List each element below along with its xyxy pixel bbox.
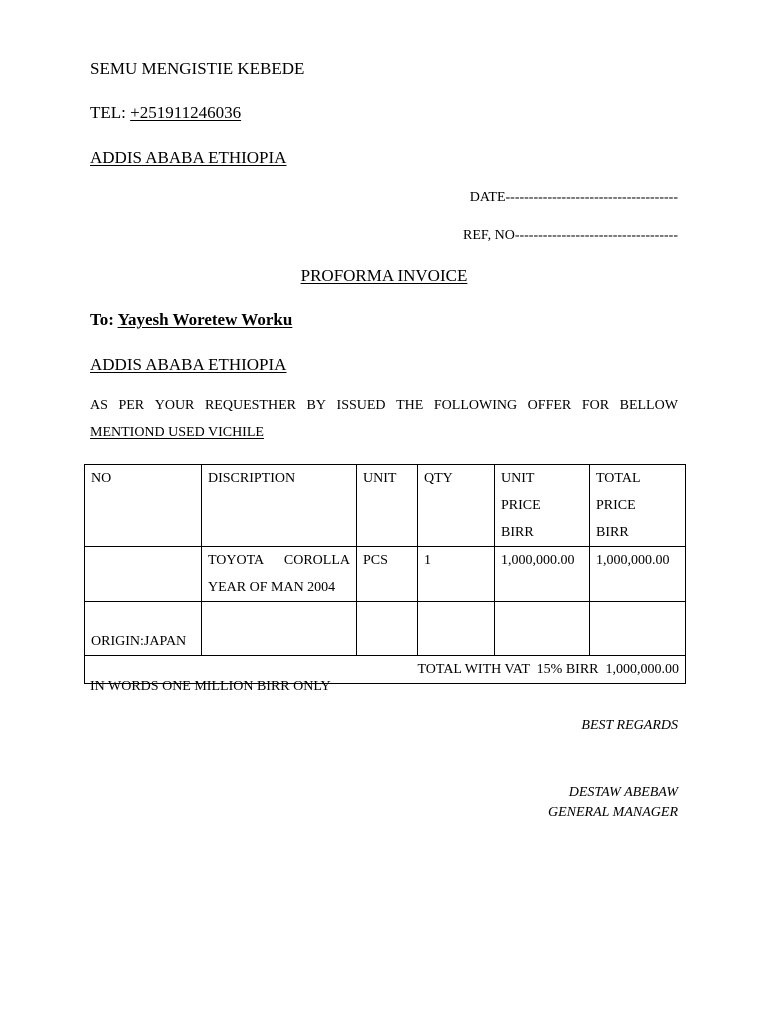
- intro-word: YOUR: [154, 398, 195, 413]
- signer-title: GENERAL MANAGER: [547, 805, 678, 820]
- item-description-line-2: YEAR OF MAN 2004: [208, 580, 336, 595]
- total-value: 1,000,000.00: [605, 662, 679, 677]
- header-unit-price-line: PRICE: [501, 498, 541, 513]
- intro-word: ISSUED: [336, 398, 386, 413]
- intro-word: BY: [306, 398, 326, 413]
- item-model: COROLLA: [283, 553, 350, 568]
- closing-regards: BEST REGARDS: [581, 718, 678, 733]
- tel-label: TEL:: [90, 103, 131, 122]
- item-total-price: 1,000,000.00: [590, 547, 686, 602]
- table-row: [85, 602, 686, 656]
- empty-cell: [590, 602, 686, 656]
- recipient-name: Yayesh Woretew Worku: [117, 310, 293, 329]
- item-unit: PCS: [357, 547, 418, 602]
- intro-word: FOR: [581, 398, 610, 413]
- header-total-price: [590, 465, 686, 547]
- invoice-table: [84, 464, 686, 684]
- recipient-prefix: To:: [90, 310, 118, 329]
- header-no: NO: [85, 465, 202, 547]
- signer-name: DESTAW ABEBAW: [568, 785, 678, 800]
- recipient: [90, 310, 292, 330]
- intro-word: REQUESTHER: [204, 398, 296, 413]
- tel-number: +251911246036: [130, 103, 242, 122]
- intro-word: OFFER: [527, 398, 572, 413]
- header-total-price-line: BIRR: [596, 525, 629, 540]
- item-qty: 1: [418, 547, 495, 602]
- intro-word: THE: [396, 398, 424, 413]
- sender-city: ADDIS ABABA ETHIOPIA: [90, 148, 287, 167]
- total-label: TOTAL WITH VAT 15% BIRR: [417, 662, 599, 677]
- item-no: [85, 547, 202, 602]
- item-make: TOYOTA: [208, 553, 265, 568]
- intro-word: AS: [90, 398, 108, 413]
- table-header-row: [85, 465, 686, 547]
- document-title: PROFORMA INVOICE: [300, 266, 468, 285]
- empty-cell: [418, 602, 495, 656]
- header-description: DISCRIPTION: [202, 465, 357, 547]
- ref-line: REF, NO-----------------------------------: [463, 228, 678, 243]
- date-line: DATE-------------------------------------: [469, 190, 678, 205]
- intro-word: BELLOW: [619, 398, 678, 413]
- header-unit-price-line: UNIT: [501, 471, 535, 486]
- amount-in-words: IN WORDS ONE MILLION BIRR ONLY: [90, 679, 331, 694]
- header-total-price-line: TOTAL: [596, 471, 641, 486]
- intro-line-2: MENTIOND USED VICHILE: [90, 425, 264, 440]
- intro-word: FOLLOWING: [433, 398, 518, 413]
- header-unit-price: [495, 465, 590, 547]
- header-unit-price-line: BIRR: [501, 525, 534, 540]
- empty-cell: [357, 602, 418, 656]
- item-description: [202, 547, 357, 602]
- item-origin: ORIGIN:JAPAN: [85, 602, 202, 656]
- table-row: [85, 547, 686, 602]
- intro-word: PER: [118, 398, 145, 413]
- recipient-city: ADDIS ABABA ETHIOPIA: [90, 355, 287, 374]
- item-unit-price: 1,000,000.00: [495, 547, 590, 602]
- header-total-price-line: PRICE: [596, 498, 636, 513]
- intro-line-1: [90, 398, 678, 414]
- empty-cell: [202, 602, 357, 656]
- header-qty: QTY: [418, 465, 495, 547]
- header-unit: UNIT: [357, 465, 418, 547]
- item-description-line-1: [208, 547, 350, 574]
- sender-name: SEMU MENGISTIE KEBEDE: [90, 59, 305, 78]
- empty-cell: [495, 602, 590, 656]
- sender-tel: [90, 103, 241, 123]
